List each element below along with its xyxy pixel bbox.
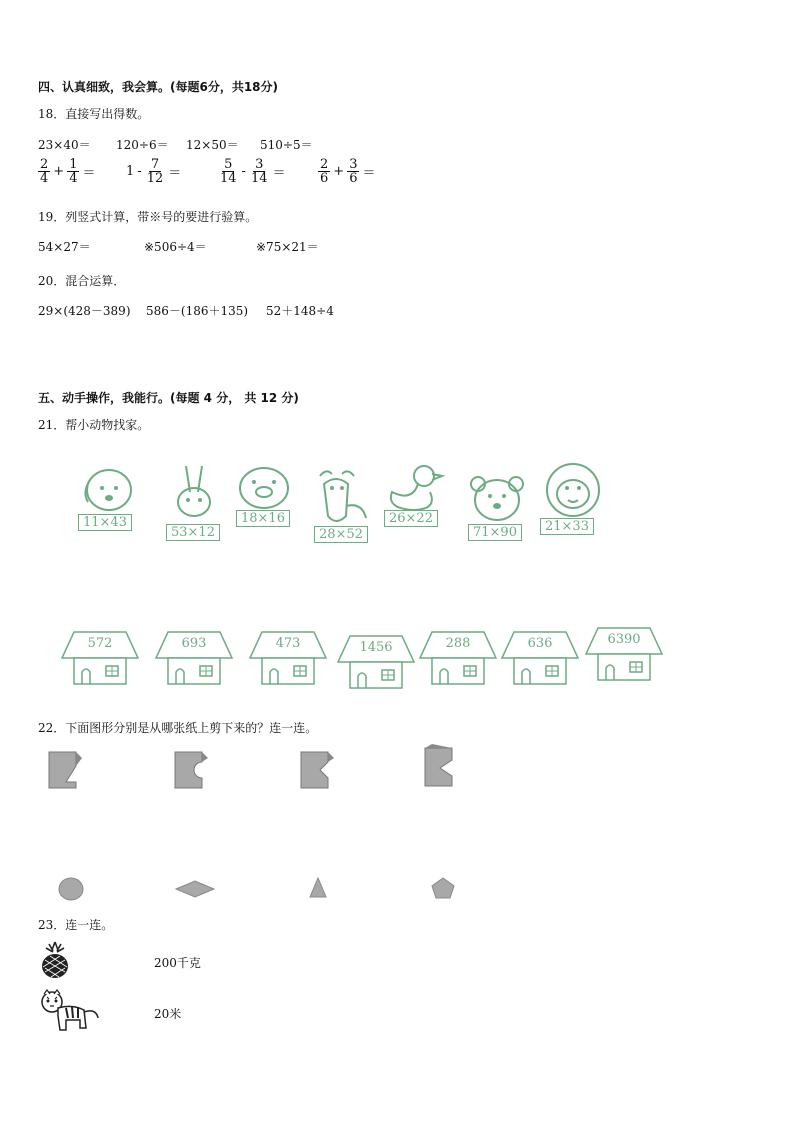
rabbit-icon [164, 462, 226, 528]
operator: - [241, 164, 246, 179]
q18-item-4: 510÷5＝ [260, 138, 313, 152]
fraction-numerator: 3 [255, 157, 264, 172]
animal-monkey[interactable] [538, 462, 608, 534]
section-5-title: 五、动手操作，我能行。(每题 4 分， 共 12 分) [38, 391, 299, 405]
animal-expression-label: 18×16 [236, 510, 290, 527]
fraction-denominator: 6 [349, 171, 358, 186]
q18-fraction-2 [126, 158, 184, 185]
dog-icon [78, 462, 140, 518]
operator: + [333, 164, 345, 179]
house-6390[interactable] [584, 624, 664, 687]
animal-expression-label: 21×33 [540, 518, 594, 535]
equals: ＝ [362, 166, 376, 181]
house-1456[interactable] [336, 632, 416, 695]
pig-icon [234, 462, 296, 514]
animal-dog[interactable] [78, 462, 140, 530]
house-number-label: 693 [181, 636, 207, 651]
house-number-label: 473 [275, 636, 301, 651]
goat-icon [306, 466, 376, 530]
triangle-shape[interactable] [308, 876, 328, 900]
animal-duck[interactable] [382, 462, 446, 526]
equals: ＝ [168, 166, 182, 181]
pentagon-shape[interactable] [430, 876, 456, 900]
animal-bear[interactable] [466, 472, 528, 540]
fraction-denominator: 4 [40, 171, 49, 186]
cut-paper-shape-3[interactable] [298, 746, 338, 792]
operator: + [53, 164, 65, 179]
house-636[interactable] [500, 628, 580, 691]
duck-icon [382, 462, 446, 514]
q18-fraction-1 [38, 158, 98, 185]
monkey-icon [538, 462, 608, 522]
q18-item-3: 12×50＝ [186, 138, 239, 152]
pineapple-icon[interactable] [38, 940, 72, 980]
pineapple-match-text: 200千克 [154, 956, 201, 970]
fraction-denominator: 14 [250, 171, 268, 186]
q19-item-1: 54×27＝ [38, 240, 91, 254]
fraction-denominator: 4 [69, 171, 78, 186]
house-number-label: 6390 [607, 632, 641, 647]
house-693[interactable] [154, 628, 234, 691]
cut-paper-shape-1[interactable] [46, 748, 86, 792]
cut-paper-shape-4[interactable] [422, 744, 462, 792]
animal-expression-label: 28×52 [314, 526, 368, 543]
animal-expression-label: 26×22 [384, 510, 438, 527]
house-288[interactable] [418, 628, 498, 691]
animal-goat[interactable] [306, 466, 376, 542]
house-number-label: 1456 [359, 640, 393, 655]
cut-paper-shape-2[interactable] [172, 748, 212, 792]
fraction-numerator: 5 [224, 157, 233, 172]
q18-item-2: 120÷6＝ [116, 138, 169, 152]
animal-pig[interactable] [234, 462, 296, 526]
animal-rabbit[interactable] [164, 462, 226, 540]
house-number-label: 288 [445, 636, 471, 651]
fraction-numerator: 1 [69, 157, 78, 172]
house-number-label: 572 [87, 636, 113, 651]
q20-item-3: 52＋148÷4 [266, 304, 334, 318]
q19-item-2: ※506÷4＝ [144, 240, 207, 254]
q22-label: 22．下面图形分别是从哪张纸上剪下来的？连一连。 [38, 721, 318, 735]
q19-label: 19．列竖式计算，带※号的要进行验算。 [38, 210, 258, 224]
section-4-title: 四、认真细致，我会算。(每题6分，共18分) [38, 80, 279, 94]
operator: - [137, 164, 142, 179]
fraction-denominator: 6 [320, 171, 329, 186]
q18-fraction-4 [318, 158, 378, 185]
q20-label: 20．混合运算． [38, 274, 126, 288]
fraction-numerator: 2 [320, 157, 329, 172]
q19-item-3: ※75×21＝ [256, 240, 319, 254]
rhombus-shape[interactable] [174, 878, 216, 900]
animal-expression-label: 53×12 [166, 524, 220, 541]
fraction-numerator: 3 [349, 157, 358, 172]
q20-item-1: 29×(428－389) [38, 304, 131, 318]
fraction-numerator: 7 [150, 157, 160, 172]
circle-shape[interactable] [56, 876, 86, 902]
whole-number: 1 [126, 164, 135, 179]
house-572[interactable] [60, 628, 140, 691]
q18-label: 18．直接写出得数。 [38, 107, 150, 121]
q18-fraction-3 [218, 158, 289, 185]
tiger-match-text: 20米 [154, 1007, 182, 1021]
fraction-numerator: 2 [40, 157, 49, 172]
q21-label: 21．帮小动物找家。 [38, 418, 150, 432]
bear-icon [466, 472, 528, 528]
fraction-denominator: 12 [146, 171, 164, 186]
house-number-label: 636 [527, 636, 553, 651]
animal-expression-label: 11×43 [78, 514, 132, 531]
q23-label: 23．连一连。 [38, 918, 114, 932]
fraction-denominator: 14 [220, 171, 237, 186]
tiger-icon[interactable] [38, 988, 102, 1036]
equals: ＝ [272, 166, 286, 181]
q20-item-2: 586－(186＋135) [146, 304, 249, 318]
house-473[interactable] [248, 628, 328, 691]
q18-item-1: 23×40＝ [38, 138, 91, 152]
animal-expression-label: 71×90 [468, 524, 522, 541]
equals: ＝ [82, 166, 96, 181]
